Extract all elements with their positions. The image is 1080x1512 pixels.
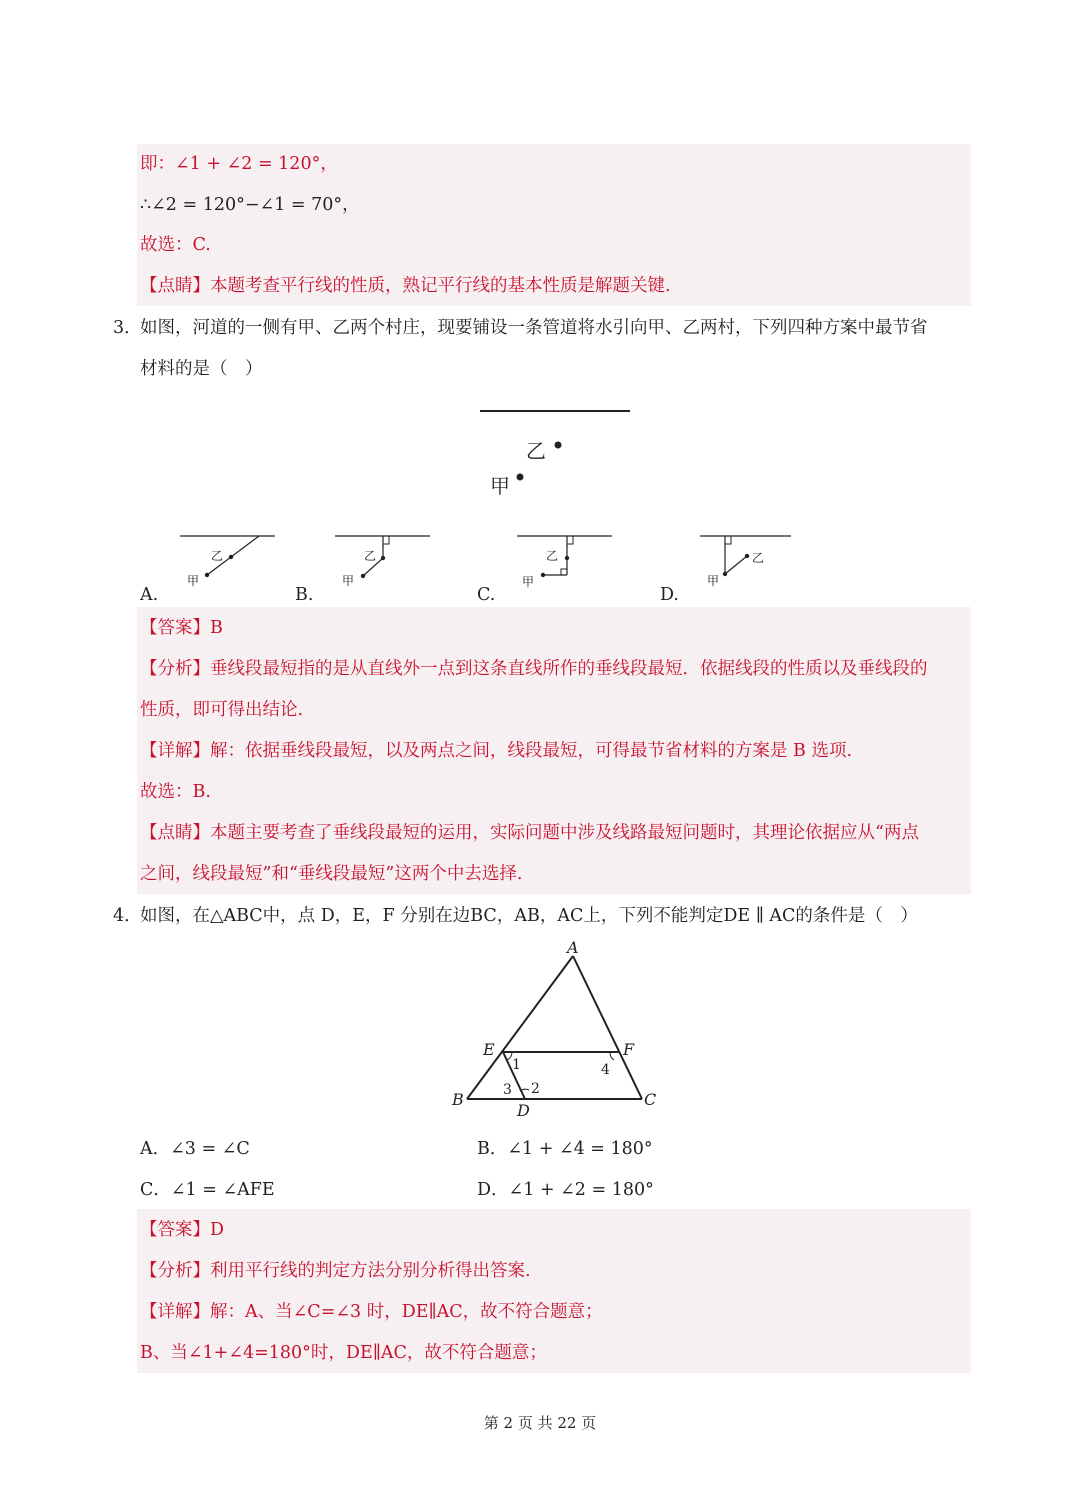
- side-ab: [467, 956, 573, 1099]
- q3-option-a-label[interactable]: A.: [140, 585, 159, 605]
- label-A: A: [567, 938, 579, 957]
- q3-choose: 故选：B.: [140, 782, 211, 802]
- label-F: F: [623, 1040, 635, 1059]
- q3-option-c-label[interactable]: C.: [477, 585, 496, 605]
- angle-2: 2: [531, 1081, 540, 1097]
- q3-option-d-label[interactable]: D.: [660, 585, 679, 605]
- q3-comment-line2: 之间，线段最短”和“垂线段最短”这两个中去选择.: [140, 864, 523, 884]
- opt-b-jia: 甲: [342, 574, 355, 588]
- q3-option-b-figure: [330, 528, 440, 593]
- q3-option-d-figure: [695, 528, 805, 593]
- village-jia-dot: [517, 474, 524, 481]
- q3-option-b-label[interactable]: B.: [295, 585, 314, 605]
- label-B: B: [452, 1090, 464, 1109]
- prev-solution-line3: 故选：C.: [140, 235, 211, 255]
- q4-stem: 如图，在△ABC中，点 D，E，F 分别在边BC，AB，AC上，下列不能判定DE ∥ AC的条件是（ ）: [140, 906, 918, 926]
- q4-triangle-figure: [445, 938, 665, 1123]
- q3-detail: 【详解】解：依据垂线段最短，以及两点之间，线段最短，可得最节省材料的方案是 B 选项.: [140, 741, 853, 761]
- q3-analysis-line1: 【分析】垂线段最短指的是从直线外一点到这条直线所作的垂线段最短．依据线段的性质以及垂线段的: [140, 659, 928, 679]
- q3-comment-line1: 【点睛】本题主要考查了垂线段最短的运用，实际问题中涉及线路最短问题时，其理论依据应从“两点: [140, 823, 919, 843]
- opt-a-yi: 乙: [211, 549, 224, 563]
- opt-b-yi: 乙: [364, 549, 377, 563]
- q4-option-b[interactable]: B．∠1 + ∠4 = 180°: [477, 1139, 653, 1159]
- opt-d-yi: 乙: [752, 551, 765, 565]
- village-jia-label: 甲: [490, 474, 510, 498]
- village-yi-dot: [555, 442, 562, 449]
- label-E: E: [483, 1040, 495, 1059]
- q4-option-d[interactable]: D．∠1 + ∠2 = 180°: [477, 1180, 654, 1200]
- q3-option-c-figure: [512, 528, 622, 593]
- q4-detail-line2: B、当∠1+∠4=180°时，DE∥AC，故不符合题意；: [140, 1343, 547, 1363]
- q3-answer: 【答案】B: [140, 618, 223, 638]
- opt-c-yi: 乙: [546, 549, 559, 563]
- q3-stem-line2: 材料的是（ ）: [140, 359, 263, 379]
- q4-number: 4．: [113, 906, 142, 926]
- angle-3: 3: [503, 1082, 512, 1098]
- q3-analysis-line2: 性质，即可得出结论.: [140, 700, 304, 720]
- opt-a-jia: 甲: [187, 574, 200, 588]
- label-D: D: [517, 1101, 530, 1120]
- q3-option-a-figure: [175, 528, 285, 593]
- q3-main-figure: [470, 400, 650, 510]
- q4-answer: 【答案】D: [140, 1220, 225, 1240]
- angle-1: 1: [512, 1057, 521, 1073]
- q4-detail-line1: 【详解】解：A、当∠C=∠3 时，DE∥AC，故不符合题意；: [140, 1302, 603, 1322]
- opt-c-jia: 甲: [522, 575, 535, 589]
- q4-analysis: 【分析】利用平行线的判定方法分别分析得出答案.: [140, 1261, 531, 1281]
- q3-stem-line1: 如图，河道的一侧有甲、乙两个村庄，现要铺设一条管道将水引向甲、乙两村，下列四种方案中最节省: [140, 318, 928, 338]
- q4-option-c[interactable]: C．∠1 = ∠AFE: [140, 1180, 275, 1200]
- prev-solution-line2: ∴∠2 = 120°−∠1 = 70°，: [140, 195, 360, 215]
- q4-option-a[interactable]: A．∠3 = ∠C: [140, 1139, 250, 1159]
- opt-d-jia: 甲: [707, 574, 720, 588]
- village-yi-label: 乙: [526, 439, 546, 463]
- page-footer: 第 2 页 共 22 页: [483, 1414, 597, 1432]
- q3-number: 3．: [113, 318, 142, 338]
- label-C: C: [644, 1090, 657, 1109]
- prev-solution-line1: 即：∠1 + ∠2 = 120°，: [140, 154, 338, 174]
- prev-solution-comment: 【点睛】本题考查平行线的性质，熟记平行线的基本性质是解题关键.: [140, 276, 671, 296]
- angle-4: 4: [601, 1062, 610, 1078]
